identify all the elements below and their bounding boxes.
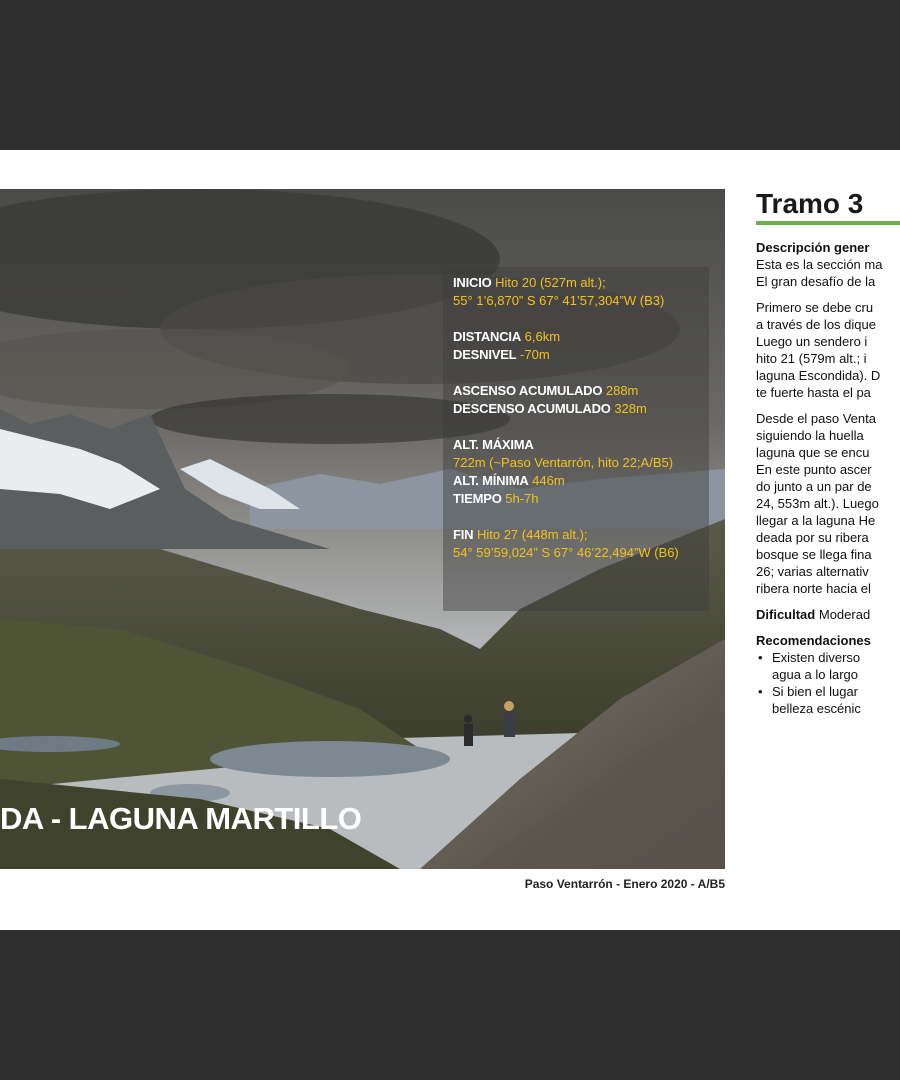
- fin-value: Hito 27 (448m alt.);: [476, 527, 588, 542]
- photo-title: DA - LAGUNA MARTILLO: [0, 801, 362, 836]
- ascenso-value: 288m: [605, 383, 639, 398]
- recommendations-list: [756, 649, 900, 717]
- fin-coords: 54° 59’59,024” S 67° 46’22,494”W (B6): [453, 545, 679, 560]
- landscape-photo: [0, 189, 725, 869]
- difficulty-value: Moderad: [818, 607, 871, 622]
- text-column: [756, 188, 900, 717]
- ascenso-label: ASCENSO ACUMULADO: [453, 383, 603, 398]
- altmin-value: 446m: [532, 473, 565, 488]
- list-item: • Existen diverso agua a lo largo: [772, 649, 900, 683]
- fin-label: FIN: [453, 527, 474, 542]
- distancia-value: 6,6km: [524, 329, 561, 344]
- altmax-value: 722m (~Paso Ventarrón, hito 22;A/B5): [453, 455, 674, 470]
- inicio-coords: 55° 1’6,870” S 67° 41’57,304”W (B3): [453, 293, 665, 308]
- document-page: [0, 150, 900, 930]
- inicio-value: Hito 20 (527m alt.);: [495, 275, 606, 290]
- difficulty-label: Dificultad: [756, 607, 816, 622]
- top-dark-band: [0, 0, 900, 150]
- photo-caption: Paso Ventarrón - Enero 2020 - A/B5: [524, 877, 725, 891]
- paragraph-2: Primero se debe cru a través de los dique Luego un sendero i hito 21 (579m alt.; i laguna Escondida). D te fuerte hasta el pa: [756, 300, 881, 400]
- recommendations-heading: Recomendaciones: [756, 633, 871, 648]
- title-underline: [756, 221, 900, 225]
- tiempo-label: TIEMPO: [453, 491, 502, 506]
- difficulty-line: [756, 606, 900, 623]
- distancia-label: DISTANCIA: [453, 329, 522, 344]
- descenso-value: 328m: [614, 401, 647, 416]
- altmax-label: ALT. MÁXIMA: [453, 437, 534, 452]
- list-item: • Si bien el lugar belleza escénic: [772, 683, 900, 717]
- paragraph-3: Desde el paso Venta siguiendo la huella laguna que se encu En este punto ascer do junto a un par de 24, 553m alt.). Luego llegar a la laguna He deada por su ribera bosque se llega fina 26; varias alternativ ribera norte hacia el: [756, 411, 879, 596]
- tiempo-value: 5h-7h: [505, 491, 539, 506]
- desnivel-value: -70m: [520, 347, 550, 362]
- paragraph-1: Esta es la sección ma El gran desafío de la: [756, 257, 883, 289]
- descenso-label: DESCENSO ACUMULADO: [453, 401, 611, 416]
- description-heading: Descripción gener: [756, 240, 870, 255]
- section-title: Tramo 3: [756, 188, 864, 219]
- trail-info-text: [453, 274, 723, 580]
- desnivel-label: DESNIVEL: [453, 347, 517, 362]
- inicio-label: INICIO: [453, 275, 492, 290]
- bottom-dark-band: [0, 930, 900, 1080]
- altmin-label: ALT. MÍNIMA: [453, 473, 529, 488]
